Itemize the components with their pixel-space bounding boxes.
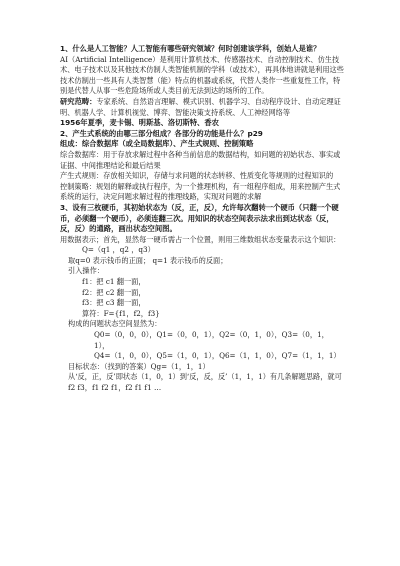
representation-paragraph: 用数据表示；首先，显然每一硬币需占一个位置，则用三维数组状态变量表示这个知识： xyxy=(60,234,341,244)
operator-f2-line: f2：把 c2 翻一面， xyxy=(82,287,146,297)
operator-f3-line: f3：把 c3 翻一面， xyxy=(82,298,146,308)
coin-value-line: 取q=0 表示钱币的正面； q=1 表示钱币的反面； xyxy=(68,255,228,265)
question-1-title: 1、什么是人工智能？人工智能有哪些研究领域？何时创建该学科，创始人是谁？ xyxy=(60,44,321,53)
operator-set-line: 算符：F={f1，f2，f3} xyxy=(82,308,160,318)
goal-state-line: 目标状态：（找到的答案）Qg=（1，1，1） xyxy=(68,361,210,371)
composition-line: 组成：综合数据库（或全局数据库）、产生式规则、控制策略 xyxy=(60,139,254,149)
question-2-title: 2、产生式系统的由哪三部分组成？各部分的功能是什么？p29 xyxy=(60,128,263,138)
operators-intro-line: 引入操作： xyxy=(68,266,104,276)
ai-definition-paragraph: AI（Artificial Intelligence）是利用计算机技术、传感器技术、自动控制技术、仿生技术、电子技术以及其他技术仿制人类智能机制的学科（或技术），再具体地讲就是利用这些技术仿制出一些具有人类智慧（能）特点的机器或系统，代替人类作一些重复性工作，特别是代替人从事一些危险场所或人类目前无法到达的场所的工作。 xyxy=(60,54,344,96)
state-vector-line: Q=（q1 ，q2 ，q3） xyxy=(82,245,155,255)
operator-f1-line: f1：把 c1 翻一面， xyxy=(82,277,146,287)
states-row-1: Q0=（0，0，0），Q1=（0，0，1），Q2=（0，1，0），Q3=（0，1，1）， xyxy=(94,330,329,350)
solution-paths-line: 从‘反，正，反’即状态（1，0，1）到‘反，反，反’（1，1，1）有几条解题思路，就可f2 f3，f1 f2 f1，f2 f1 f1 … xyxy=(68,372,342,392)
states-row-2: Q4=（1，0，0），Q5=（1，0，1），Q6=（1，1，0），Q7=（1，1，1） xyxy=(94,351,341,361)
rules-paragraph: 产生式规则：存放相关知识，存储与求问题的状态转移、性质变化等规则的过程知识的 xyxy=(60,171,334,181)
control-strategy-paragraph: 控制策略：规划的解释或执行程序，为一个推理机构，有一组程序组成，用来控制产生式系统的运行，决定问题求解过程的推理线路，实现对问题的求解 xyxy=(60,181,341,202)
research-areas-paragraph: 研究范畴：专家系统、自然语言理解、模式识别、机器学习、自动程序设计、自动定理证明、机器人学、计算机视觉、博弈、智能决策支持系统、人工神经网络等 xyxy=(60,96,341,117)
lead-label: 研究范畴： xyxy=(60,96,97,106)
founding-info-line: 1956年夏季，麦卡锡、明斯基、洛切斯特、香农 xyxy=(60,118,219,128)
state-space-intro-line: 构成的问题状态空间显然为： xyxy=(68,319,162,329)
question-3-title: 3、设有三枚硬币，其初始状态为（反，正，反），允许每次翻转一个硬币（只翻一个硬币，必须翻一个硬币），必须连翻三次。用知识的状态空间表示法求出到达状态（反，反，反）的通路，画出状态空间图。 xyxy=(60,202,339,234)
database-paragraph: 综合数据库：用于存放求解过程中各种当前信息的数据结构，如问题的初始状态、事实或证据、中间推理结论和最后结果 xyxy=(60,149,341,170)
